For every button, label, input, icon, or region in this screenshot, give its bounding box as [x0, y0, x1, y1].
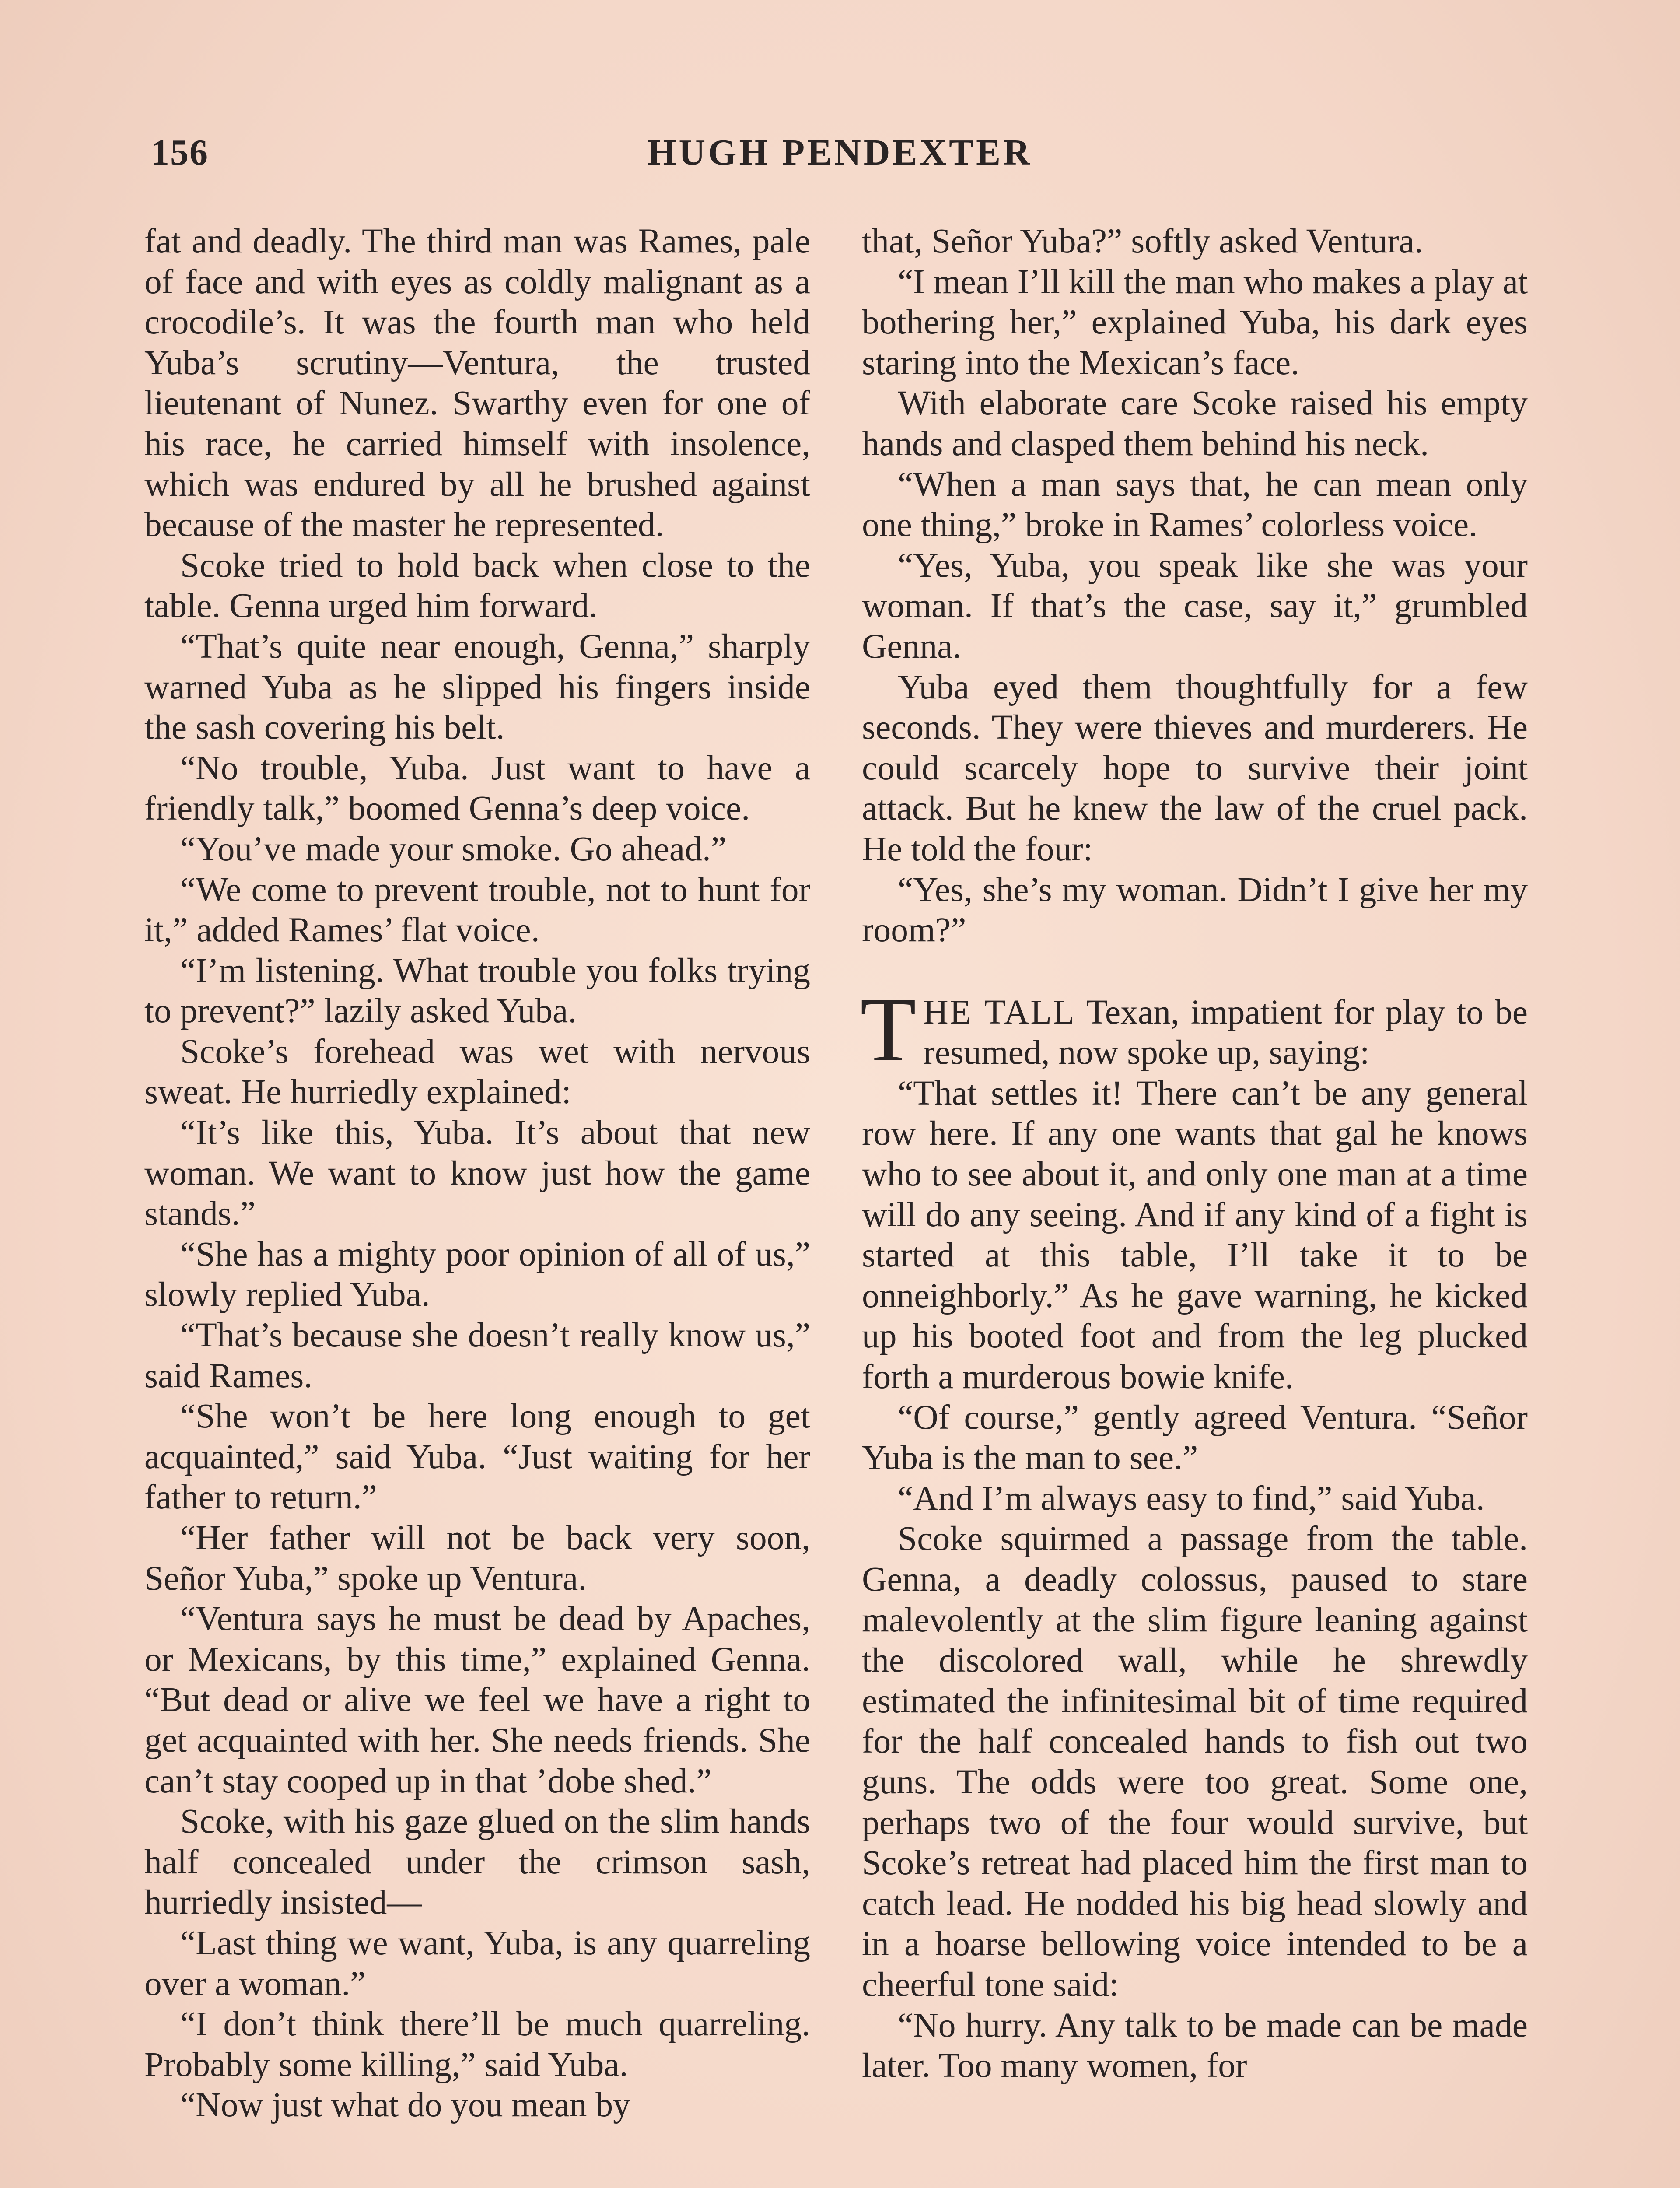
paragraph: “Ventura says he must be dead by Apaches, or Mexicans, by this time,” explained Genna. “But dead or alive we feel we have a right to get acquainted with her. She needs friends. She can’t stay cooped up in that ’dobe shed.” — [144, 1599, 810, 1800]
paragraph: Scoke tried to hold back when close to the table. Genna urged him forward. — [144, 546, 810, 625]
drop-cap: T — [860, 978, 917, 1080]
paragraph: “She has a mighty poor opinion of all of us,” slowly replied Yuba. — [144, 1234, 810, 1314]
paragraph: “Yes, she’s my woman. Didn’t I give her my room?” — [862, 870, 1528, 950]
paragraph: “No trouble, Yuba. Just want to have a friendly talk,” boomed Genna’s deep voice. — [144, 748, 810, 828]
page-number: 156 — [151, 132, 209, 173]
paragraph: “Last thing we want, Yuba, is any quarreling over a woman.” — [144, 1923, 810, 2003]
page-header — [151, 131, 1529, 184]
small-caps-lead: HE TALL — [923, 992, 1076, 1031]
left-column — [144, 221, 810, 2125]
paragraph: fat and deadly. The third man was Rames, pale of face and with eyes as coldly malignant as a crocodile’s. It was the fourth man who held Yuba’s scrutiny—Ventura, the trusted lieutenant of Nunez. Swarthy even for one of his race, he carried himself with insolence, which was endured by all he brushed against because of the master he represented. — [144, 222, 810, 544]
paragraph: “Yes, Yuba, you speak like she was your woman. If that’s the case, say it,” grumbled Genna. — [862, 546, 1528, 666]
paragraph: “That’s quite near enough, Genna,” sharply warned Yuba as he slipped his fingers inside the sash covering his belt. — [144, 627, 810, 747]
paragraph: Scoke, with his gaze glued on the slim hands half concealed under the crimson sash, hurriedly insisted— — [144, 1802, 810, 1922]
paragraph: “I’m listening. What trouble you folks trying to prevent?” lazily asked Yuba. — [144, 951, 810, 1031]
paragraph: “I don’t think there’ll be much quarreling. Probably some killing,” said Yuba. — [144, 2005, 810, 2084]
paragraph: “She won’t be here long enough to get acquainted,” said Yuba. “Just waiting for her father to return.” — [144, 1397, 810, 1517]
paragraph-text: Texan, impatient for play to be resumed, now spoke up, saying: — [923, 992, 1528, 1072]
paragraph — [860, 978, 1528, 1080]
paragraph: “Now just what do you mean by — [180, 2086, 630, 2125]
paragraph: “It’s like this, Yuba. It’s about that new woman. We want to know just how the game stands.” — [144, 1113, 810, 1233]
paragraph: Scoke squirmed a passage from the table. Genna, a deadly colossus, paused to stare malevolently at the slim figure leaning against the discolored wall, while he shrewdly estimated the infinitesimal bit of time required for the half concealed hands to fish out two guns. The odds were too great. Some one, perhaps two of the four would survive, but Scoke’s retreat had placed him the first man to catch lead. He nodded his big head slowly and in a hoarse bellowing voice intended to be a cheerful tone said: — [862, 1519, 1528, 2004]
paragraph: With elaborate care Scoke raised his empty hands and clasped them behind his neck. — [862, 384, 1528, 463]
section-break — [862, 950, 1528, 992]
paragraph: “That settles it! There can’t be any general row here. If any one wants that gal he knows who to see about it, and only one man at a time will do any seeing. And if any kind of a fight is started at this table, I’ll take it to be onneighborly.” As he gave warning, he kicked up his booted foot and from the leg plucked forth a murderous bowie knife. — [862, 1073, 1528, 1396]
paragraph: “I mean I’ll kill the man who makes a play at bothering her,” explained Yuba, his dark eyes staring into the Mexican’s face. — [862, 262, 1528, 382]
paragraph: “Her father will not be back very soon, Señor Yuba,” spoke up Ventura. — [144, 1518, 810, 1598]
paragraph: “That’s because she doesn’t really know us,” said Rames. — [144, 1316, 810, 1395]
paragraph: that, Señor Yuba?” softly asked Ventura. — [862, 222, 1423, 260]
paragraph: “Of course,” gently agreed Ventura. “Señor Yuba is the man to see.” — [862, 1398, 1528, 1477]
right-column — [862, 221, 1528, 2086]
paragraph: Scoke’s forehead was wet with nervous sweat. He hurriedly explained: — [144, 1032, 810, 1112]
paragraph: Yuba eyed them thoughtfully for a few seconds. They were thieves and murderers. He could scarcely hope to survive their joint attack. But he knew the law of the cruel pack. He told the four: — [862, 667, 1528, 868]
paragraph: “We come to prevent trouble, not to hunt for it,” added Rames’ flat voice. — [144, 870, 810, 950]
running-head: HUGH PENDEXTER — [648, 132, 1032, 173]
paragraph: “No hurry. Any talk to be made can be made later. Too many women, for — [862, 2006, 1528, 2085]
paragraph: “You’ve made your smoke. Go ahead.” — [180, 829, 727, 868]
paragraph: “When a man says that, he can mean only one thing,” broke in Rames’ colorless voice. — [862, 465, 1528, 544]
paragraph: “And I’m always easy to find,” said Yuba. — [898, 1479, 1485, 1518]
